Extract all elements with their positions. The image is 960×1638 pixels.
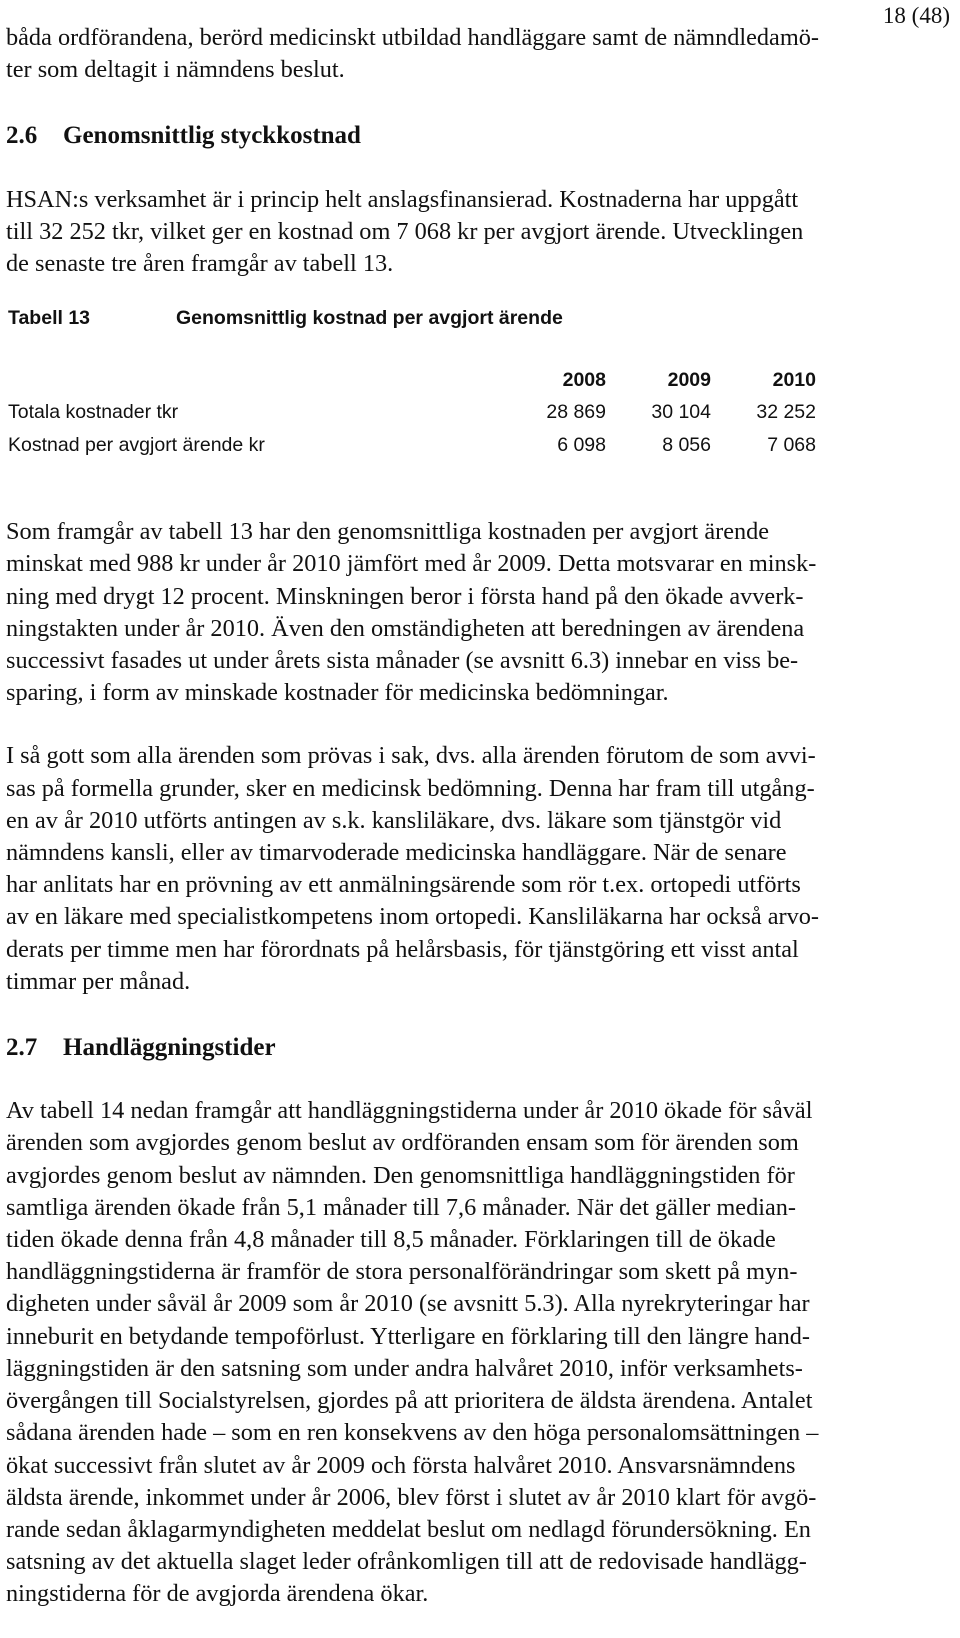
processing-times-paragraph bbox=[6, 1095, 926, 1610]
text-line: nämndens kansli, eller av timarvoderade medicinska handläggare. När de senare bbox=[6, 839, 787, 867]
cost-paragraph bbox=[6, 184, 926, 281]
table-header-row bbox=[8, 364, 816, 396]
intro-paragraph bbox=[6, 22, 926, 86]
text-line: ter som deltagit i nämndens beslut. bbox=[6, 56, 345, 84]
text-line: ökat successivt från slutet av år 2009 och första halvåret 2010. Ansvarsnämndens bbox=[6, 1451, 796, 1479]
text-line: sådana ärenden hade – som en ren konsekvens av den höga personalomsättningen – bbox=[6, 1419, 819, 1447]
text-line: digheten under såväl år 2009 som år 2010 (se avsnitt 5.3). Alla nyrekryteringar har bbox=[6, 1290, 810, 1318]
table-header-empty bbox=[8, 364, 516, 396]
text-line: timmar per månad. bbox=[6, 967, 191, 995]
section-heading-2-6 bbox=[6, 120, 926, 152]
text-line: Som framgår av tabell 13 har den genomsnittliga kostnaden per avgjort ärende bbox=[6, 518, 770, 546]
analysis-paragraph bbox=[6, 516, 926, 709]
section-number: 2.6 bbox=[6, 122, 38, 150]
text-line: sas på formella grunder, sker en medicinsk bedömning. Denna har fram till utgång- bbox=[6, 774, 815, 802]
text-line: ningstakten under år 2010. Även den omständigheten att beredningen av ärendena bbox=[6, 614, 805, 642]
text-line: derats per timme men har förordnats på helårsbasis, för tjänstgöring ett visst antal bbox=[6, 935, 799, 963]
text-line: läggningstiden är den satsning som under andra halvåret 2010, inför verksamhets- bbox=[6, 1354, 803, 1382]
year-header-2010: 2010 bbox=[772, 369, 816, 392]
row-label: Totala kostnader tkr bbox=[8, 401, 179, 424]
text-line: inneburit en betydande tempoförlust. Ytterligare en förklaring till den längre hand- bbox=[6, 1322, 811, 1350]
text-line: handläggningstiderna är framför de stora personalförändringar som skett på myn- bbox=[6, 1258, 798, 1286]
text-line: Av tabell 14 nedan framgår att handläggningstiderna under år 2010 ökade för såväl bbox=[6, 1097, 813, 1125]
document-body bbox=[6, 22, 926, 1611]
text-line: rande sedan åklagarmyndigheten meddelat beslut om nedlagd förundersökning. En bbox=[6, 1515, 811, 1543]
table-title: Genomsnittlig kostnad per avgjort ärende bbox=[176, 307, 563, 330]
text-line: HSAN:s verksamhet är i princip helt anslagsfinansierad. Kostnaderna har uppgått bbox=[6, 185, 799, 213]
text-line: en av år 2010 utförts antingen av s.k. kansliläkare, dvs. läkare som tjänstgör vid bbox=[6, 806, 782, 834]
text-line: övergången till Socialstyrelsen, gjordes på att prioritera de äldsta ärendena. Antalet bbox=[6, 1387, 813, 1415]
cell-value: 6 098 bbox=[557, 433, 606, 456]
text-line: successivt fasades ut under årets sista månader (se avsnitt 6.3) innebar en viss be- bbox=[6, 647, 799, 675]
text-line: har anlitats har en prövning av ett anmälningsärende som rör t.ex. ortopedi utförts bbox=[6, 871, 801, 899]
text-line: satsning av det aktuella slaget leder ofrånkomligen till att de redovisade handlägg- bbox=[6, 1548, 807, 1576]
text-line: till 32 252 tkr, vilket ger en kostnad om 7 068 kr per avgjort ärende. Utvecklingen bbox=[6, 217, 804, 245]
table-label: Tabell 13 bbox=[8, 307, 91, 330]
text-line: äldsta ärende, inkommet under år 2006, blev först i slutet av år 2010 klart för avgö- bbox=[6, 1483, 817, 1511]
text-line: minskat med 988 kr under år 2010 jämfört med år 2009. Detta motsvarar en minsk- bbox=[6, 550, 817, 578]
text-line: båda ordförandena, berörd medicinskt utbildad handläggare samt de nämndledamö- bbox=[6, 24, 819, 51]
text-line: ärenden som avgjordes genom beslut av ordföranden ensam som för ärenden som bbox=[6, 1129, 799, 1157]
row-label: Kostnad per avgjort ärende kr bbox=[8, 433, 265, 456]
table-13 bbox=[6, 280, 926, 516]
medical-assessment-paragraph bbox=[6, 740, 926, 998]
text-line: tiden ökade denna från 4,8 månader till 8,5 månader. Förklaringen till de ökade bbox=[6, 1226, 776, 1254]
cell-value: 32 252 bbox=[756, 401, 816, 424]
section-heading-2-7 bbox=[6, 1032, 926, 1064]
cell-value: 30 104 bbox=[651, 401, 711, 424]
section-title: Genomsnittlig styckkostnad bbox=[63, 122, 361, 150]
cell-value: 8 056 bbox=[662, 433, 711, 456]
year-header-2008: 2008 bbox=[562, 369, 606, 392]
text-line: avgjordes genom beslut av nämnden. Den genomsnittliga handläggningstiden för bbox=[6, 1161, 795, 1189]
section-title: Handläggningstider bbox=[63, 1034, 276, 1062]
text-line: av en läkare med specialistkompetens inom ortopedi. Kansliläkarna har också arvo- bbox=[6, 903, 819, 931]
table-caption bbox=[8, 302, 563, 334]
text-line: ningstiderna för de avgjorda ärendena ökar. bbox=[6, 1580, 429, 1608]
cell-value: 7 068 bbox=[767, 433, 816, 456]
text-line: ning med drygt 12 procent. Minskningen beror i första hand på den ökade avverk- bbox=[6, 582, 804, 610]
section-number: 2.7 bbox=[6, 1034, 38, 1062]
text-line: sparing, i form av minskade kostnader för medicinska bedömningar. bbox=[6, 679, 669, 707]
cost-table bbox=[8, 364, 816, 461]
cell-value: 28 869 bbox=[546, 401, 606, 424]
page-number: 18 (48) bbox=[882, 3, 950, 28]
table-row bbox=[8, 396, 816, 428]
text-line: I så gott som alla ärenden som prövas i sak, dvs. alla ärenden förutom de som avvi- bbox=[6, 742, 816, 770]
text-line: samtliga ärenden ökade från 5,1 månader till 7,6 månader. När det gäller median- bbox=[6, 1193, 797, 1221]
table-row bbox=[8, 429, 816, 461]
text-line: de senaste tre åren framgår av tabell 13. bbox=[6, 250, 394, 278]
year-header-2009: 2009 bbox=[667, 369, 711, 392]
